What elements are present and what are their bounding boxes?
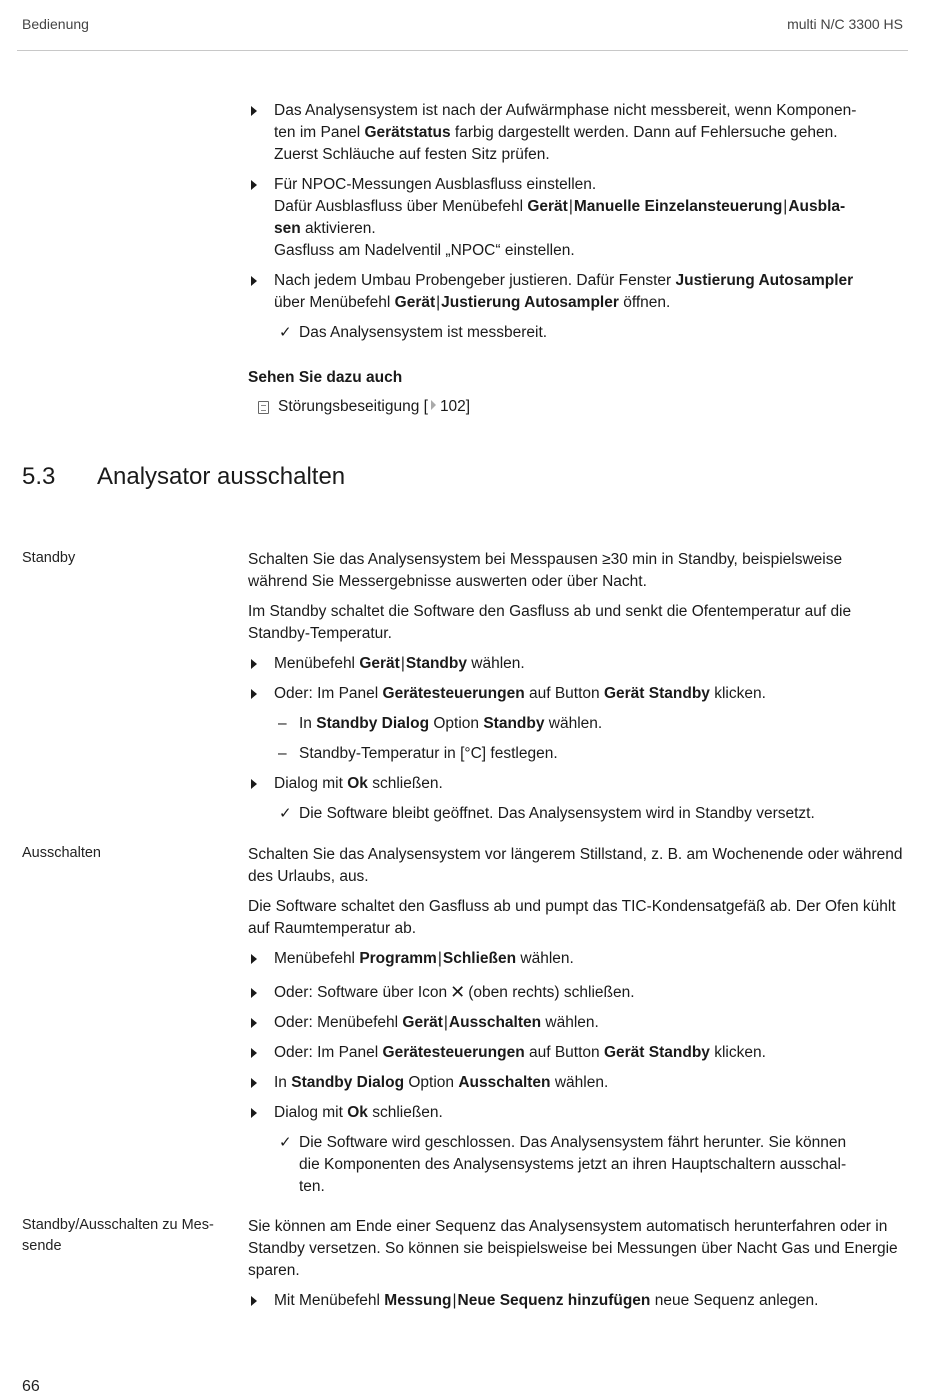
list-item: Dialog mit Ok schließen. [248, 773, 903, 795]
running-header-left: Bedienung [22, 16, 89, 32]
bullet-arrow-icon [251, 1048, 257, 1058]
section-number: 5.3 [22, 463, 56, 490]
document-icon [258, 401, 269, 414]
check-icon: ✓ [279, 805, 292, 822]
list-item: Oder: Im Panel Gerätesteuerungen auf Button Gerät Standby klicken. [248, 1042, 903, 1064]
cross-reference-link[interactable]: Störungsbeseitigung [ 102] [248, 396, 903, 418]
standby-block: Schalten Sie das Analysensystem bei Messpausen ≥30 min in Standby, beispielsweise während Sie Messergebnisse auswerten oder über Nacht. Im Standby schaltet die Software den Gasfluss ab und senkt die Ofentemperatur auf die Standby-Temperatur. Menübefehl Gerät|Standby wählen. Oder: Im Panel Gerätesteuerungen auf Button Gerät Standby klicken. – In Standby Dialog Option Standby wählen. – Standby-Temperatur in [°C] festlegen. Dialog mit Ok schließen. ✓ Die Software bleibt geöffnet. Das Analysensystem wird in Standby versetzt. [248, 549, 903, 825]
list-item: Dialog mit Ok schließen. [248, 1102, 903, 1124]
bullet-arrow-icon [251, 1108, 257, 1118]
end-sequence-block: Sie können am Ende einer Sequenz das Analysensystem automatisch herunterfahren oder in Standby versetzen. So können sie beispielsweise bei Messungen über Nacht Gas und Energie sparen. Mit Menübefehl Messung|Neue Sequenz hinzufügen neue Sequenz anlegen. [248, 1216, 903, 1312]
list-item: Menübefehl Programm|Schließen wählen. [248, 948, 903, 970]
list-item: In Standby Dialog Option Ausschalten wählen. [248, 1072, 903, 1094]
sub-item: – Standby-Temperatur in [°C] festlegen. [278, 745, 558, 762]
list-item: Mit Menübefehl Messung|Neue Sequenz hinzufügen neue Sequenz anlegen. [248, 1290, 903, 1312]
running-header-right: multi N/C 3300 HS [787, 16, 903, 32]
result-item: ✓ Das Analysensystem ist messbereit. [248, 322, 903, 344]
bullet-arrow-icon [251, 1018, 257, 1028]
bullet-arrow-icon [251, 276, 257, 286]
bullet-arrow-icon [251, 689, 257, 699]
margin-label-ausschalten: Ausschalten [22, 845, 101, 861]
page-arrow-icon [431, 400, 436, 410]
list-item: Oder: Menübefehl Gerät|Ausschalten wählen. [248, 1012, 903, 1034]
list-item: Nach jedem Umbau Probengeber justieren. Dafür Fenster Justierung Autosampler über Menübefehl Gerät|Justierung Autosampler öffnen. [248, 270, 903, 314]
result-item: ✓ Die Software bleibt geöffnet. Das Analysensystem wird in Standby versetzt. [248, 803, 903, 825]
result-item: ✓ Die Software wird geschlossen. Das Analysensystem fährt herunter. Sie können die Komponenten des Analysensystems jetzt an ihren Hauptschaltern ausschal- ten. [279, 1134, 847, 1195]
bullet-arrow-icon [251, 659, 257, 669]
list-item: Oder: Software über Icon ✕ (oben rechts) schließen. [248, 982, 903, 1004]
sub-item: – In Standby Dialog Option Standby wählen. [278, 715, 603, 732]
bullet-arrow-icon [251, 954, 257, 964]
margin-label-standby: Standby [22, 550, 76, 566]
bullet-arrow-icon [251, 180, 257, 190]
see-also-heading: Sehen Sie dazu auch [248, 369, 403, 386]
list-item: Das Analysensystem ist nach der Aufwärmphase nicht messbereit, wenn Komponen- ten im Panel Gerätstatus farbig dargestellt werden. Dann auf Fehlersuche gehen. Zuerst Schläuche auf festen Sitz prüfen. [248, 100, 903, 166]
section-heading [22, 462, 345, 492]
margin-label-end-sequence: Standby/Ausschalten zu Mes- sende [22, 1217, 214, 1254]
bullet-arrow-icon [251, 106, 257, 116]
check-icon: ✓ [279, 324, 292, 341]
close-x-icon: ✕ [450, 982, 466, 1002]
check-icon: ✓ [279, 1134, 292, 1151]
bullet-arrow-icon [251, 1296, 257, 1306]
bullet-arrow-icon [251, 779, 257, 789]
header-divider [17, 50, 908, 51]
list-item: Für NPOC-Messungen Ausblasfluss einstellen. Dafür Ausblasfluss über Menübefehl Gerät|Manuelle Einzelansteuerung|Ausbla- sen aktivieren. Gasfluss am Nadelventil „NPOC“ einstellen. [248, 174, 903, 262]
bullet-arrow-icon [251, 988, 257, 998]
top-instructions [248, 100, 903, 418]
list-item: Menübefehl Gerät|Standby wählen. [248, 653, 903, 675]
shutdown-block: Schalten Sie das Analysensystem vor längerem Stillstand, z. B. am Wochenende oder während des Urlaubs, aus. Die Software schaltet den Gasfluss ab und pumpt das TIC-Kondensatgefäß ab. Der Ofen kühlt auf Raumtemperatur ab. Menübefehl Programm|Schließen wählen. Oder: Software über Icon ✕ (oben rechts) schließen. Oder: Menübefehl Gerät|Ausschalten wählen. Oder: Im Panel Gerätesteuerungen auf Button Gerät Standby klicken. In Standby Dialog Option Ausschalten wählen. Dialog mit Ok schließen. ✓ Die Software wird geschlossen. Das Analysensystem fährt herunter. Sie können die Komponenten des Analysensystems jetzt an ihren Hauptschaltern ausschal- ten. [248, 844, 903, 1198]
bullet-arrow-icon [251, 1078, 257, 1088]
list-item: Oder: Im Panel Gerätesteuerungen auf Button Gerät Standby klicken. [248, 683, 903, 705]
page-number: 66 [22, 1378, 40, 1395]
section-title: Analysator ausschalten [97, 463, 346, 490]
